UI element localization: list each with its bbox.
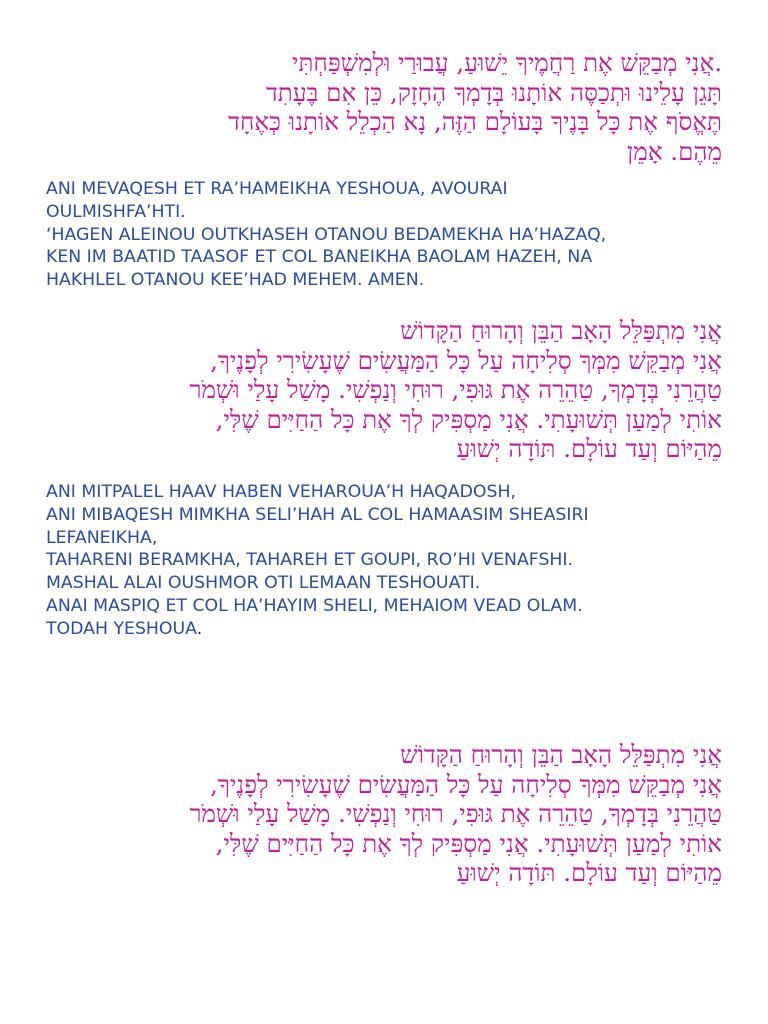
trailing-period: . [196, 618, 203, 639]
hebrew-line: אֲנִי מְבַקֵּשׁ מִמְּךָ סְלִיחָה עַל כָּל הַמַּעֲשִׂים שֶׁעָשִׂירִי לְפָנֶיךָ, [210, 769, 722, 799]
translit-line: MASHAL ALAI OUSHMOR OTI LEMAAN TESHOUATI. [46, 573, 481, 594]
transliteration-2 [46, 481, 736, 641]
hebrew-line: תָּגֵן עָלֵינוּ וּתְכַסֶּה אוֹתָנוּ בְּדָמְךָ הֶחָזָק, כֵּן אִם בֶּעָתִד [265, 77, 722, 107]
hebrew-line: אוֹתִי לְמַעַן תְּשׁוּעָתִי. אֲנִי מַסְפִּיק לְךָ אֶת כָּל הַחַיִּים שֶׁלִּי, [215, 828, 722, 858]
hebrew-line: טַהֲרֵנִי בְּדָמְךָ, טַהֵרֵה אֶת גּוּפִי, רוּחִי וְנַפְשִׁי. מָשַׁל עָלַי וּשְׁמֹר [189, 799, 722, 828]
translit-line: ANAI MASPIQ ET COL HA’HAYIM SHELI, MEHAIOM VEAD OLAM. [46, 595, 583, 616]
translit-line: OULMISHFA’HTI. [46, 201, 186, 222]
translit-line: HAKHLEL OTANOU KEE’HAD MEHEM. AMEN. [46, 270, 425, 291]
translit-line: ANI MITPALEL HAAV HABEN VEHAROUA’H HAQADOSH, [46, 482, 516, 502]
hebrew-line: מֵהַיּוֹם וְעַד עוֹלָם. תּוֹדָה יְשׁוּעַ [456, 858, 722, 887]
hebrew-prayer-2 [32, 316, 722, 464]
hebrew-line: אֲנִי מְבַקֵּשׁ מִמְּךָ סְלִיחָה עַל כָּל הַמַּעֲשִׂים שֶׁעָשִׂירִי לְפָנֶיךָ, [210, 345, 722, 375]
hebrew-line: מֵהַיּוֹם וְעַד עוֹלָם. תּוֹדָה יְשׁוּעַ [456, 434, 722, 463]
translit-line: ‘HAGEN ALEINOU OUTKHASEH OTANOU BEDAMEKHA HA’HAZAQ, [46, 224, 607, 245]
translit-line: ANI MIBAQESH MIMKHA SELI’HAH AL COL HAMAASIM SHEASIRI [46, 504, 589, 525]
translit-line: TAHARENI BERAMKHA, TAHAREH ET GOUPI, RO’HI VENAFSHI. [46, 550, 573, 571]
transliteration-1 [46, 178, 736, 292]
translit-line-last [46, 618, 736, 641]
hebrew-line: אוֹתִי לְמַעַן תְּשׁוּעָתִי. אֲנִי מַסְפִּיק לְךָ אֶת כָּל הַחַיִּים שֶׁלִּי, [215, 404, 722, 434]
hebrew-line: אֲנִי מִתְפַּלֵּל הָאָב הַבֵּן וְהָרוּחַ הַקָּדוֹשׁ [400, 316, 722, 345]
hebrew-line: אֲנִי מִתְפַּלֵּל הָאָב הַבֵּן וְהָרוּחַ הַקָּדוֹשׁ [400, 740, 722, 769]
translit-line: LEFANEIKHA, [46, 527, 158, 548]
translit-text: TODAH YESHOUA [46, 618, 197, 639]
hebrew-line: טַהֲרֵנִי בְּדָמְךָ, טַהֵרֵה אֶת גּוּפִי, רוּחִי וְנַפְשִׁי. מָשַׁל עָלַי וּשְׁמֹר [189, 375, 722, 404]
hebrew-line: .אֲנִי מְבַקֵּשׁ אֶת רַחֲמֶיךָ יֵשׁוּעַ, עֲבוּרַי וּלְמִשְׁפַּחְתִּי [292, 48, 722, 77]
translit-line: ANI MEVAQESH ET RA’HAMEIKHA YESHOUA, AVOURAI [46, 179, 508, 199]
translit-line: KEN IM BAATID TAASOF ET COL BANEIKHA BAOLAM HAZEH, NA [46, 247, 593, 268]
hebrew-prayer-3 [32, 740, 722, 888]
hebrew-prayer-1 [32, 48, 722, 166]
hebrew-line: תֶּאֱסֹף אֶת כָּל בָּנֶיךָ בָּעוֹלָם הַזֶּה, נָא הַכְלֵל אוֹתָנוּ כְּאֶחָד [228, 107, 722, 136]
hebrew-line: מֵהֶם. אָמֵן [627, 136, 722, 166]
